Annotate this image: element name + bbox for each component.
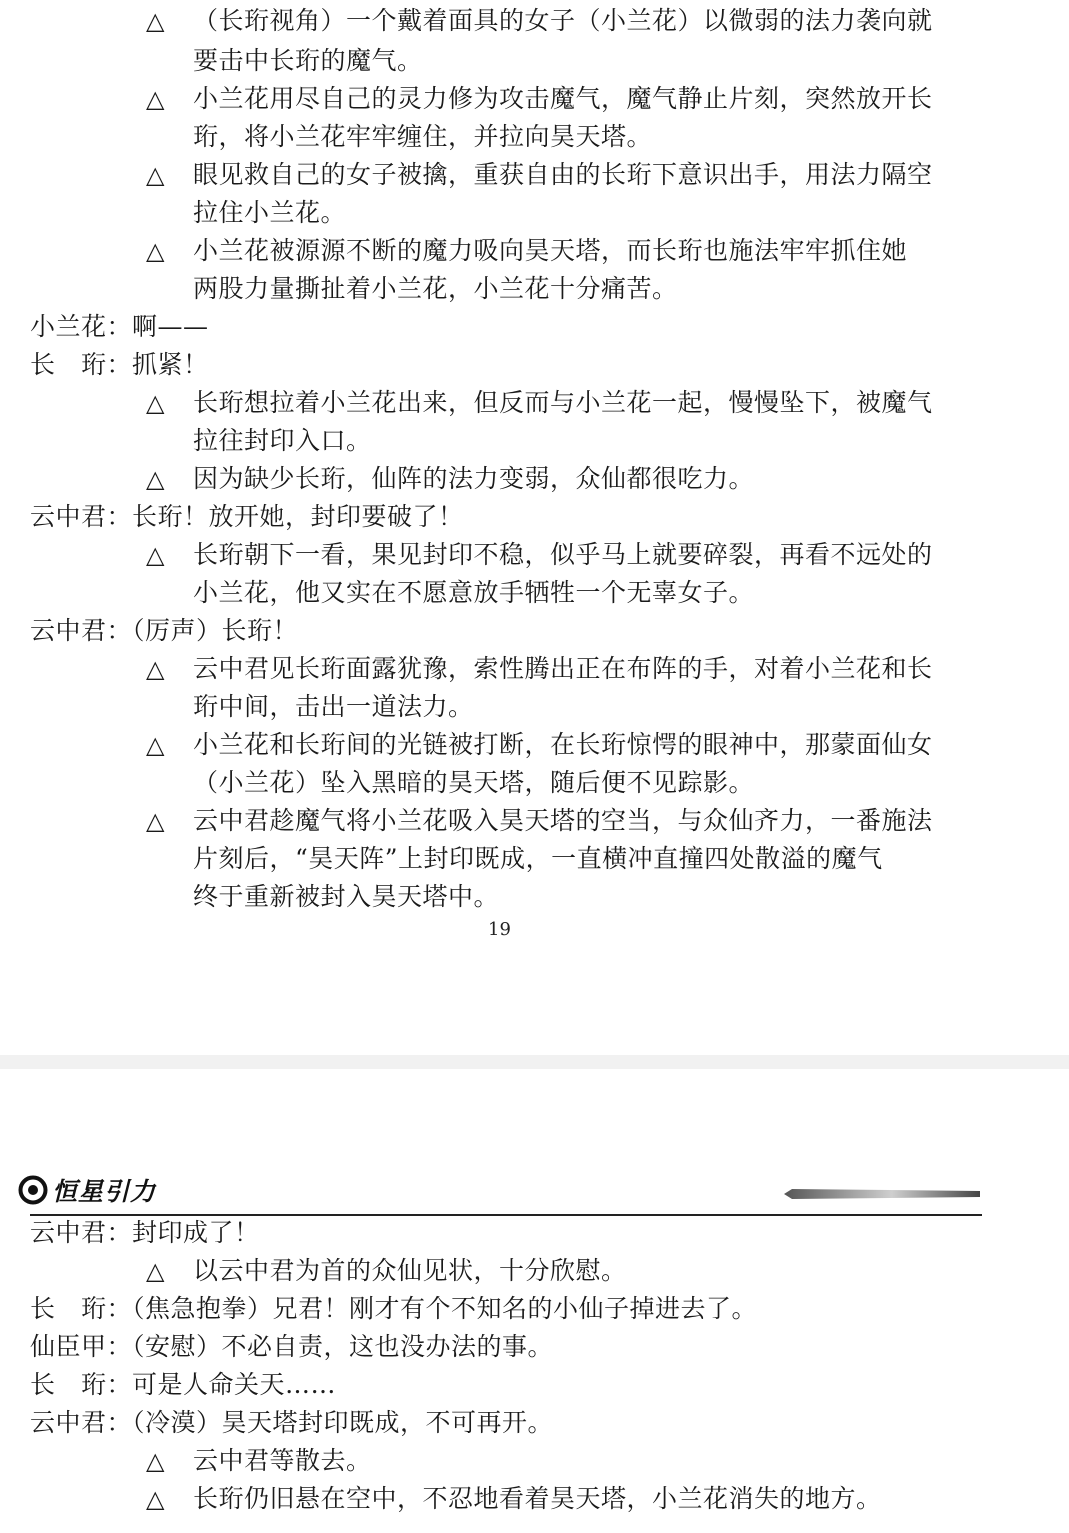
logo-ring-icon — [18, 1175, 48, 1205]
page-number: 19 — [488, 919, 511, 940]
dialogue-line: 云中君：（厉声）长珩！ — [30, 616, 299, 645]
action-line: 小兰花被源源不断的魔力吸向昊天塔，而长珩也施法牢牢抓住她 — [193, 236, 908, 265]
action-marker: △ — [146, 731, 165, 759]
action-line: （小兰花）坠入黑暗的昊天塔，随后便不见踪影。 — [193, 768, 755, 797]
action-line: 小兰花，他又实在不愿意放手牺牲一个无辜女子。 — [193, 578, 755, 607]
action-marker: △ — [146, 465, 165, 493]
action-marker: △ — [146, 1447, 165, 1475]
action-line: 长珩朝下一看，果见封印不稳，似乎马上就要碎裂，再看不远处的 — [193, 540, 933, 569]
action-marker: △ — [146, 1485, 165, 1513]
action-line: 小兰花用尽自己的灵力修为攻击魔气，魔气静止片刻，突然放开长 — [193, 84, 933, 113]
action-line: 两股力量撕扯着小兰花，小兰花十分痛苦。 — [193, 274, 678, 303]
script-page-bottom — [0, 1069, 1069, 1533]
action-line: 云中君等散去。 — [193, 1446, 372, 1475]
page-separator — [0, 1055, 1069, 1069]
action-line: 片刻后，“昊天阵”上封印既成，一直横冲直撞四处散溢的魔气 — [193, 844, 883, 873]
action-line: 云中君趁魔气将小兰花吸入昊天塔的空当，与众仙齐力，一番施法 — [193, 806, 933, 835]
action-line: 要击中长珩的魔气。 — [193, 46, 423, 75]
brand-logo-text: 恒星引力 — [52, 1177, 157, 1206]
action-marker: △ — [146, 85, 165, 113]
action-line: 终于重新被封入昊天塔中。 — [193, 882, 500, 911]
action-line: 拉住小兰花。 — [193, 198, 347, 227]
dialogue-line: 小兰花：啊—— — [30, 312, 209, 341]
dialogue-line: 云中君：长珩！放开她，封印要破了！ — [30, 502, 464, 531]
dialogue-line: 长 珩：（焦急抱拳）兄君！刚才有个不知名的小仙子掉进去了。 — [30, 1294, 758, 1323]
action-marker: △ — [146, 389, 165, 417]
action-line: 小兰花和长珩间的光链被打断，在长珩惊愕的眼神中，那蒙面仙女 — [193, 730, 933, 759]
action-marker: △ — [146, 161, 165, 189]
action-line: 云中君见长珩面露犹豫，索性腾出正在布阵的手，对着小兰花和长 — [193, 654, 933, 683]
action-marker: △ — [146, 807, 165, 835]
action-line: 长珩想拉着小兰花出来，但反而与小兰花一起，慢慢坠下，被魔气 — [193, 388, 933, 417]
action-marker: △ — [146, 237, 165, 265]
action-line: 珩，将小兰花牢牢缠住，并拉向昊天塔。 — [193, 122, 653, 151]
action-line: 因为缺少长珩，仙阵的法力变弱，众仙都很吃力。 — [193, 464, 755, 493]
action-line: 以云中君为首的众仙见状，十分欣慰。 — [193, 1256, 627, 1285]
action-line: 拉往封印入口。 — [193, 426, 372, 455]
action-marker: △ — [146, 1257, 165, 1285]
action-line: 珩中间，击出一道法力。 — [193, 692, 474, 721]
action-line: 眼见救自己的女子被擒，重获自由的长珩下意识出手，用法力隔空 — [193, 160, 933, 189]
dialogue-line: 长 珩：可是人命关天…… — [30, 1370, 337, 1399]
dialogue-line: 云中君：（冷漠）昊天塔封印既成，不可再开。 — [30, 1408, 554, 1437]
brand-logo — [18, 1172, 156, 1208]
action-marker: △ — [146, 7, 165, 35]
header-decoration — [782, 1186, 982, 1202]
dialogue-line: 仙臣甲：（安慰）不必自责，这也没办法的事。 — [30, 1332, 554, 1361]
action-line: 长珩仍旧悬在空中，不忍地看着昊天塔，小兰花消失的地方。 — [193, 1484, 882, 1513]
action-marker: △ — [146, 541, 165, 569]
dialogue-line: 长 珩：抓紧！ — [30, 350, 209, 379]
dialogue-line: 云中君：封印成了！ — [30, 1218, 260, 1247]
action-line: （长珩视角）一个戴着面具的女子（小兰花）以微弱的法力袭向就 — [193, 6, 933, 35]
action-marker: △ — [146, 655, 165, 683]
